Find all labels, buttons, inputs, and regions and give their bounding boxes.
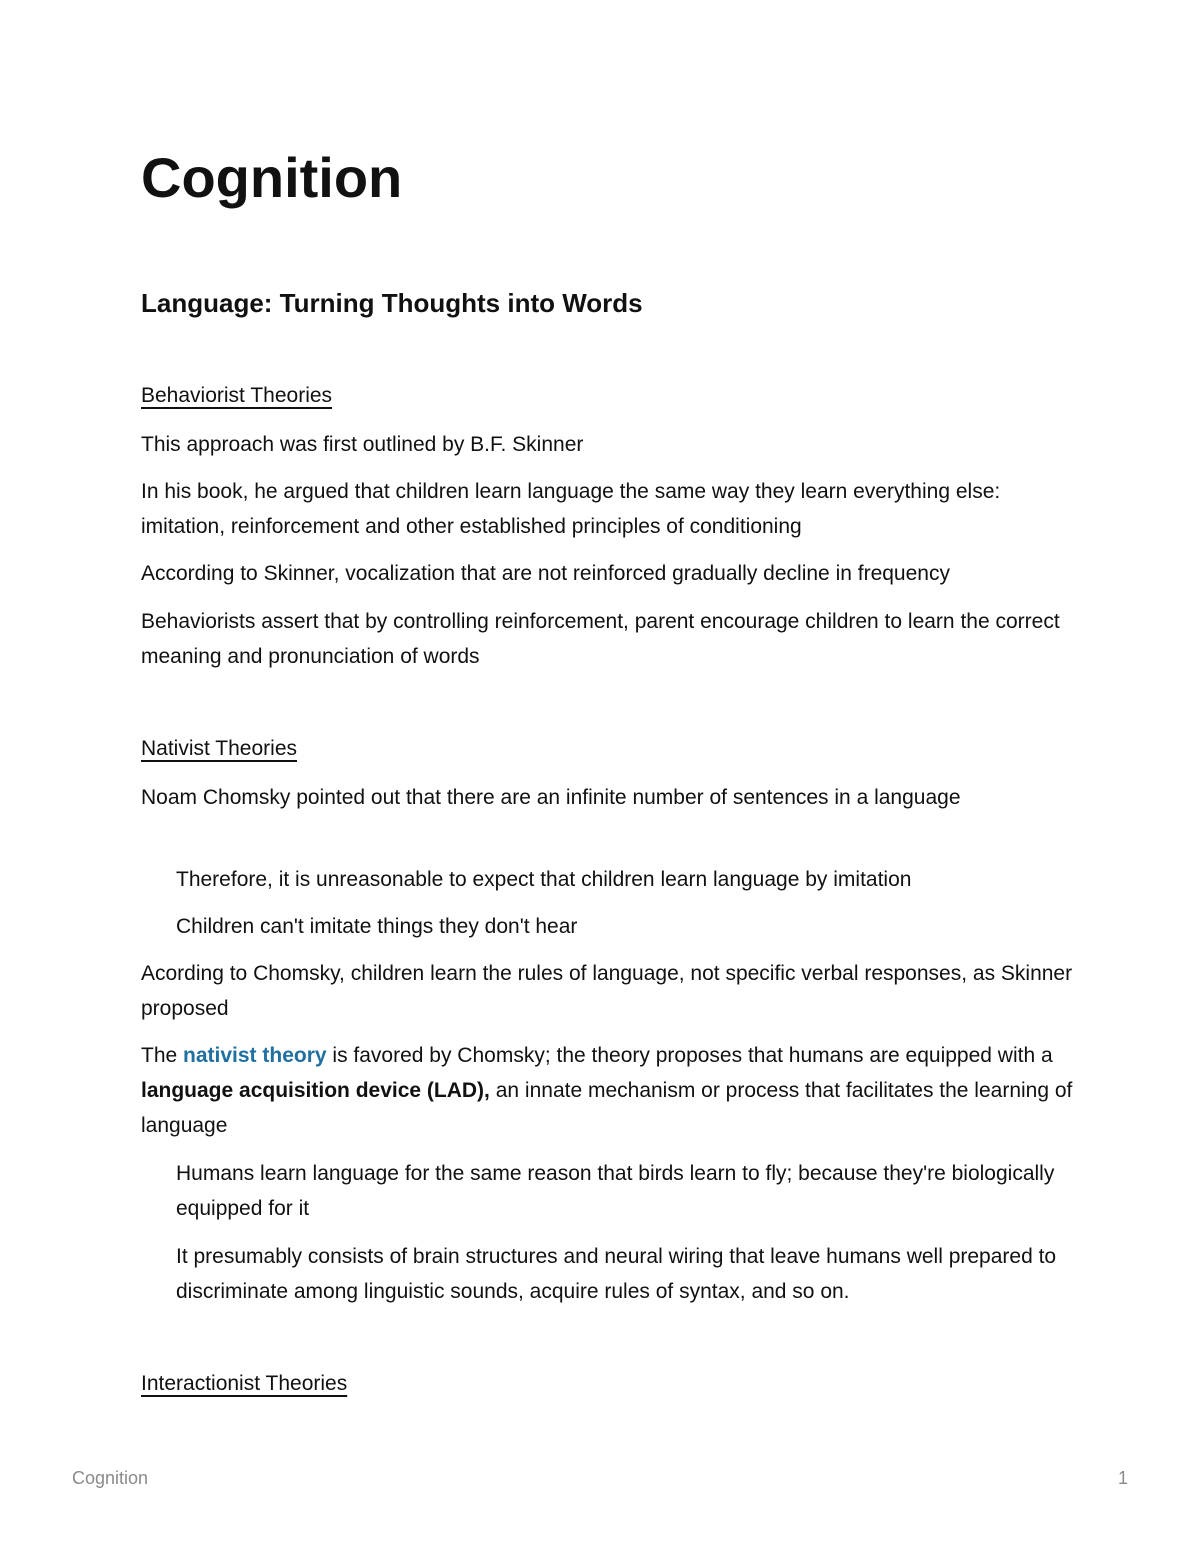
nativist-paragraph-2: Acording to Chomsky, children learn the rules of language, not specific verbal responses, as Skinner proposed bbox=[141, 962, 1073, 1020]
behaviorist-heading: Behaviorist Theories bbox=[141, 384, 333, 407]
section-title: Language: Turning Thoughts into Words bbox=[141, 288, 643, 318]
nativist-subpoint-1: Therefore, it is unreasonable to expect that children learn language by imitation bbox=[176, 868, 912, 891]
nativist-subpoint-2: Children can't imitate things they don't hear bbox=[176, 915, 578, 938]
nativist-paragraph-3-text-a: The bbox=[141, 1044, 184, 1067]
lad-term: language acquisition device (LAD), bbox=[141, 1079, 490, 1102]
footer-document-name: Cognition bbox=[72, 1468, 149, 1488]
nativist-paragraph-3-text-b: is favored by Chomsky; the theory proposes that humans are equipped with a bbox=[326, 1044, 1053, 1067]
behaviorist-paragraph-3: According to Skinner, vocalization that are not reinforced gradually decline in frequency bbox=[141, 562, 950, 585]
nativist-subpoint-3: Humans learn language for the same reason that birds learn to fly; because they're biologically equipped for it bbox=[176, 1162, 1055, 1220]
interactionist-heading: Interactionist Theories bbox=[141, 1372, 348, 1395]
nativist-paragraph-3 bbox=[141, 1038, 1076, 1143]
nativist-heading: Nativist Theories bbox=[141, 737, 298, 760]
nativist-subpoint-4: It presumably consists of brain structures and neural wiring that leave humans well prepared to discriminate among linguistic sounds, acquire rules of syntax, and so on. bbox=[176, 1245, 1057, 1303]
nativist-paragraph-3-text-c: an innate mechanism or process that facilitates the learning of language bbox=[141, 1079, 1073, 1137]
nativist-paragraph-1: Noam Chomsky pointed out that there are an infinite number of sentences in a language bbox=[141, 786, 961, 809]
document-title: Cognition bbox=[141, 146, 403, 209]
behaviorist-paragraph-4: Behaviorists assert that by controlling reinforcement, parent encourage children to learn the correct meaning and pronunciation of words bbox=[141, 610, 1060, 668]
nativist-theory-term: nativist theory bbox=[183, 1044, 327, 1067]
footer-page-number: 1 bbox=[1117, 1468, 1128, 1488]
behaviorist-paragraph-1: This approach was first outlined by B.F. Skinner bbox=[141, 433, 584, 456]
behaviorist-paragraph-2: In his book, he argued that children learn language the same way they learn everything else: imitation, reinforcement and other established principles of conditioning bbox=[141, 480, 1001, 538]
